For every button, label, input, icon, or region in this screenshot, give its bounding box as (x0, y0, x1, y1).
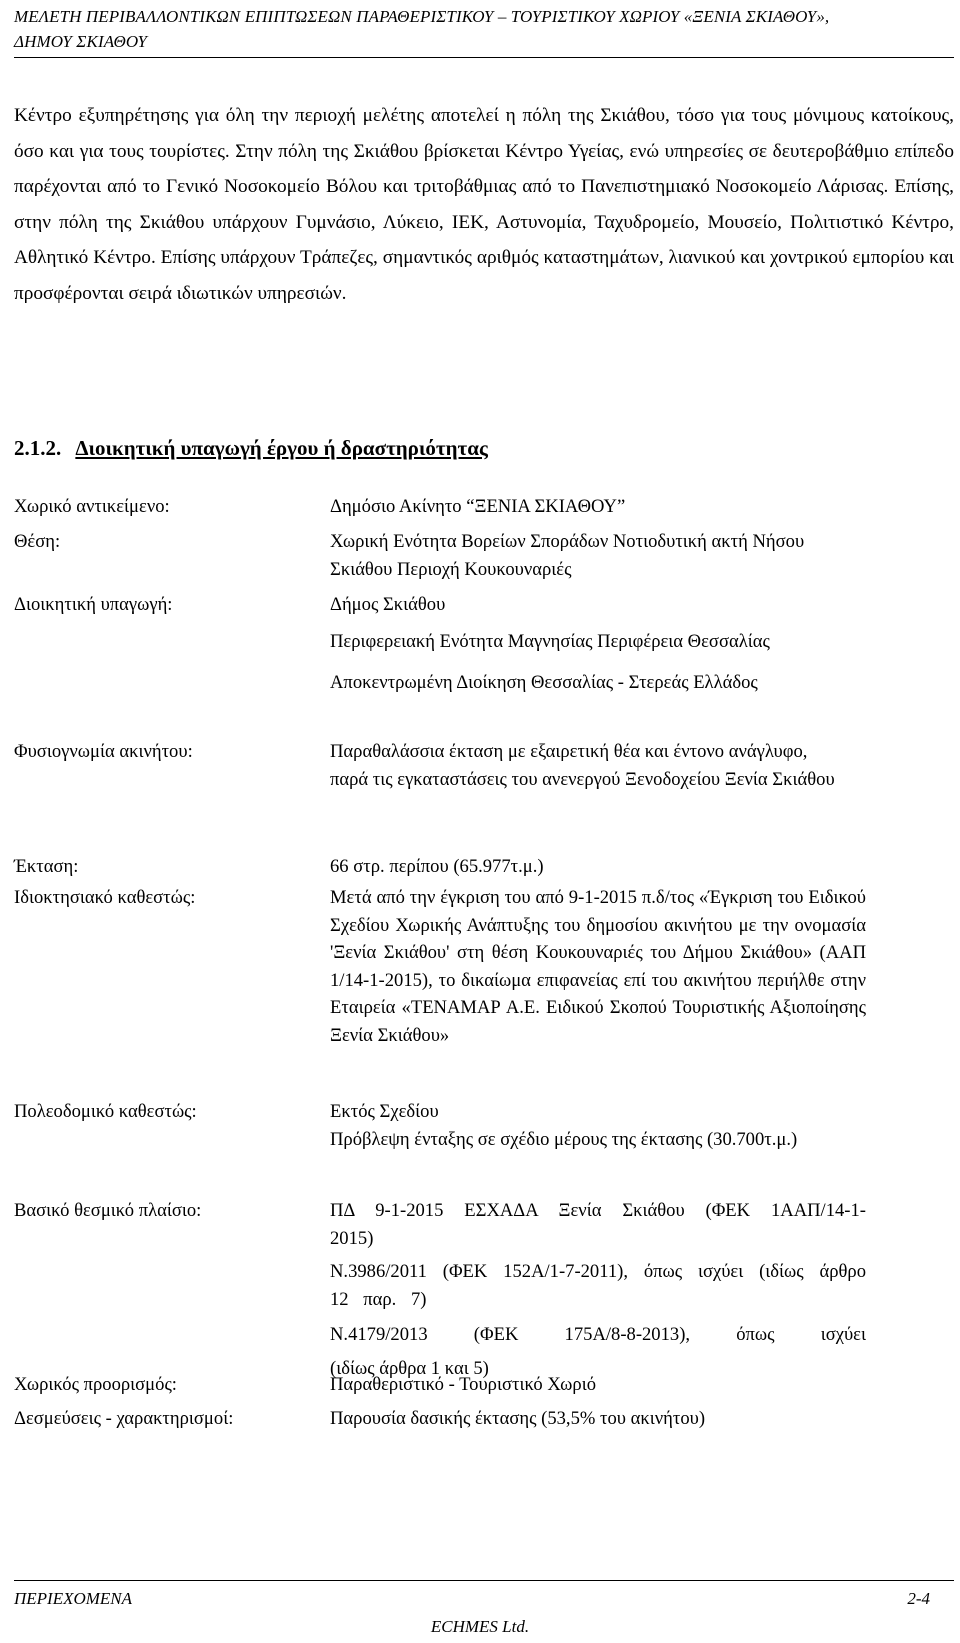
footer-divider (14, 1580, 954, 1581)
label-object: Χωρικό αντικείμενο: (14, 496, 170, 517)
value-zoning (330, 1371, 866, 1399)
footer-contents-label: ΠΕΡΙΕΧΟΜΕΝΑ (14, 1589, 133, 1608)
value-admin-regional-unit: Περιφερειακή Ενότητα Μαγνησίας Περιφέρεια Θεσσαλίας (330, 630, 770, 652)
value-admin-municipality: Δήμος Σκιάθου (330, 594, 446, 615)
label-ownership: Ιδιοκτησιακό καθεστώς: (14, 887, 196, 908)
value-constraints (330, 1405, 866, 1433)
label-physiognomy: Φυσιογνωμία ακινήτου: (14, 741, 193, 762)
header-title-line1: ΜΕΛΕΤΗ ΠΕΡΙΒΑΛΛΟΝΤΙΚΩΝ ΕΠΙΠΤΩΣΕΩΝ ΠΑΡΑΘΕΡΙΣΤΙΚΟΥ – ΤΟΥΡΙΣΤΙΚΟΥ ΧΩΡΙΟΥ «ΞΕΝΙΑ ΣΚΙΑΘΟΥ», (14, 7, 830, 26)
label-framework: Βασικό θεσμικό πλαίσιο: (14, 1200, 202, 1221)
section-number: 2.1.2. (14, 436, 62, 460)
value-location (330, 528, 850, 583)
value-planning (330, 1098, 866, 1153)
header-divider (14, 57, 954, 58)
value-constraints-text: Παρουσία δασικής έκτασης (53,5% του ακινήτου) (330, 1408, 706, 1429)
value-framework-law-4179-articles: (ιδίως άρθρα 1 και 5) (330, 1357, 489, 1379)
value-location-text: Χωρική Ενότητα Βορείων Σποράδων Νοτιοδυτική ακτή Νήσου Σκιάθου Περιοχή Κουκουναριές (330, 531, 805, 580)
value-ownership-text: Μετά από την έγκριση του από 9-1-2015 π.δ/τος «Έγκριση του Ειδικού Σχεδίου Χωρικής Ανάπτυξης του δημοσίου ακινήτου με την ονομασία 'Ξενία Σκιάθου' στη θέση Κουκουναριές του Δήμου Σκιάθου» (ΑΑΠ 1/14-1-2015), το δικαίωμα επιφανείας επί του ακινήτου περιήλθε στην Εταιρεία «ΤΕΝΑΜΑΡ Α.Ε. Ειδικού Σκοπού Τουριστικής Αξιοποίησης Ξενία Σκιάθου» (330, 887, 866, 1046)
value-object (330, 493, 866, 521)
value-zoning-text: Παραθεριστικό - Τουριστικό Χωριό (330, 1374, 597, 1395)
label-zoning: Χωρικός προορισμός: (14, 1374, 177, 1395)
value-object-text: Δημόσιο Ακίνητο “ΞΕΝΙΑ ΣΚΙΑΘΟΥ” (330, 496, 626, 517)
value-ownership (330, 884, 866, 1049)
value-physiognomy-text: Παραθαλάσσια έκταση με εξαιρετική θέα και έντονο ανάγλυφο, παρά τις εγκαταστάσεις του ανενεργού Ξενοδοχείου Ξενία Σκιάθου (330, 741, 835, 790)
value-framework-law-4179: Ν.4179/2013 (ΦΕΚ 175Α/8-8-2013), όπως ισχύει (330, 1324, 866, 1345)
value-area (330, 853, 866, 881)
page-header (14, 4, 954, 54)
value-admin (330, 591, 770, 697)
intro-paragraph: Κέντρο εξυπηρέτησης για όλη την περιοχή μελέτης αποτελεί η πόλη της Σκιάθου, τόσο για τους μόνιμους κατοίκους, όσο και για τους τουρίστες. Στην πόλη της Σκιάθου βρίσκεται Κέντρο Υγείας, ενώ υπηρεσίες σε δευτεροβάθμιο επίπεδο παρέχονται από το Γενικό Νοσοκομείο Βόλου και τριτοβάθμιας από το Πανεπιστημιακό Νοσοκομείο Λάρισας. Επίσης, στην πόλη της Σκιάθου υπάρχουν Γυμνάσιο, Λύκειο, ΙΕΚ, Αστυνομία, Ταχυδρομείο, Μουσείο, Πολιτιστικό Κέντρο, Αθλητικό Κέντρο. Επίσης υπάρχουν Τράπεζες, σημαντικός αριθμός καταστημάτων, λιανικού και χοντρικού εμπορίου και προσφέρονται σειρά ιδιωτικών υπηρεσιών. (14, 105, 954, 304)
value-framework-law-3986: Ν.3986/2011 (ΦΕΚ 152Α/1-7-2011), όπως ισχύει (ιδίως άρθρο 12 παρ. 7) (330, 1261, 866, 1310)
value-planning-status: Εκτός Σχεδίου (330, 1101, 439, 1122)
label-admin: Διοικητική υπαγωγή: (14, 594, 173, 615)
section-title: Διοικητική υπαγωγή έργου ή δραστηριότητας (75, 436, 488, 460)
value-framework-pd: ΠΔ 9-1-2015 ΕΣΧΑΔΑ Ξενία Σκιάθου (ΦΕΚ 1ΑΑΠ/14-1-2015) (330, 1200, 866, 1249)
value-framework (330, 1197, 866, 1382)
label-planning: Πολεοδομικό καθεστώς: (14, 1101, 197, 1122)
footer-company: ECHMES Ltd. (430, 1617, 530, 1636)
value-admin-decentralized: Αποκεντρωμένη Διοίκηση Θεσσαλίας - Στερεάς Ελλάδος (330, 672, 758, 693)
label-constraints: Δεσμεύσεις - χαρακτηρισμοί: (14, 1408, 234, 1429)
label-location: Θέση: (14, 531, 61, 552)
value-physiognomy (330, 738, 842, 793)
value-planning-provision: Πρόβλεψη ένταξης σε σχέδιο μέρους της έκτασης (30.700τ.μ.) (330, 1128, 798, 1150)
footer-page-number: 2-4 (907, 1589, 930, 1608)
section-heading (14, 434, 488, 462)
value-area-text: 66 στρ. περίπου (65.977τ.μ.) (330, 856, 544, 877)
header-title-line2: ΔΗΜΟΥ ΣΚΙΑΘΟΥ (14, 32, 148, 51)
label-area: Έκταση: (14, 856, 79, 877)
